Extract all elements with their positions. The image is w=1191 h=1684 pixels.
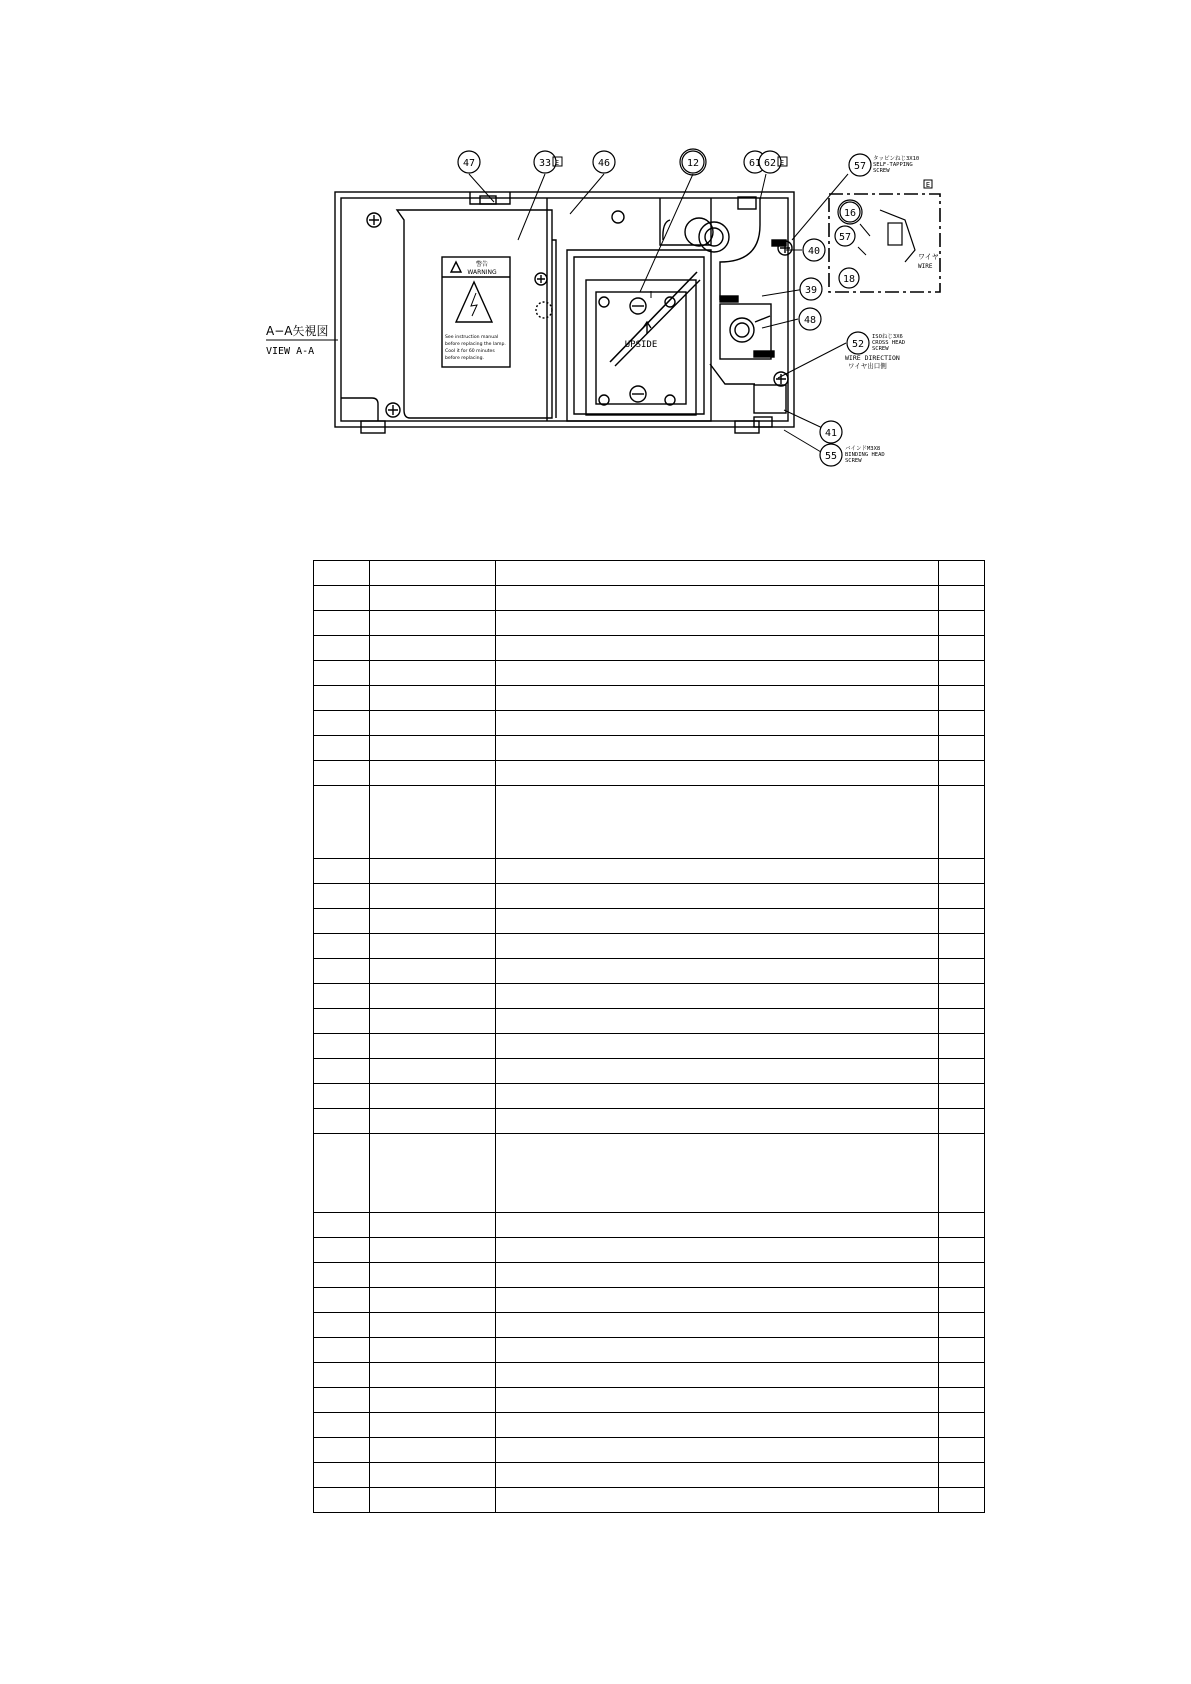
table-row bbox=[314, 711, 985, 736]
table-cell bbox=[314, 1288, 370, 1313]
table-cell bbox=[314, 1109, 370, 1134]
callout-52: 52 bbox=[851, 339, 865, 350]
wire-label-en: WIRE bbox=[918, 263, 933, 270]
detail-callout-18: 18 bbox=[842, 274, 856, 285]
note-57-line2: SELF-TAPPING bbox=[873, 162, 913, 168]
table-cell bbox=[314, 1263, 370, 1288]
table-cell bbox=[938, 909, 984, 934]
table-cell bbox=[938, 1463, 984, 1488]
table-cell bbox=[496, 1084, 939, 1109]
table-cell bbox=[314, 1238, 370, 1263]
table-cell bbox=[496, 586, 939, 611]
table-cell bbox=[496, 636, 939, 661]
lamp-housing bbox=[567, 250, 711, 421]
table-cell bbox=[938, 1084, 984, 1109]
table-row bbox=[314, 1438, 985, 1463]
table-cell bbox=[314, 909, 370, 934]
table-row bbox=[314, 1313, 985, 1338]
table-cell bbox=[314, 1059, 370, 1084]
table-row bbox=[314, 1109, 985, 1134]
detail-callout-16: 16 bbox=[843, 208, 857, 219]
table-cell bbox=[370, 1109, 496, 1134]
table-cell bbox=[370, 1084, 496, 1109]
table-cell bbox=[496, 736, 939, 761]
warning-line-3: Cool it for 60 minutes bbox=[445, 349, 495, 354]
table-cell bbox=[314, 711, 370, 736]
table-cell bbox=[938, 636, 984, 661]
table-cell bbox=[496, 761, 939, 786]
table-cell bbox=[370, 736, 496, 761]
table-cell bbox=[938, 1109, 984, 1134]
table-row bbox=[314, 984, 985, 1009]
table-cell bbox=[496, 1263, 939, 1288]
table-cell bbox=[938, 611, 984, 636]
table-cell bbox=[496, 1238, 939, 1263]
callout-47: 47 bbox=[462, 158, 476, 169]
table-cell bbox=[314, 1488, 370, 1513]
table-cell bbox=[314, 1463, 370, 1488]
table-cell bbox=[938, 661, 984, 686]
table-cell bbox=[314, 934, 370, 959]
table-cell bbox=[496, 711, 939, 736]
table-cell bbox=[370, 1009, 496, 1034]
table-row bbox=[314, 884, 985, 909]
note-52-line1: ISOねじ3X6 bbox=[872, 334, 903, 340]
table-cell bbox=[938, 1338, 984, 1363]
table-cell bbox=[496, 959, 939, 984]
table-row bbox=[314, 1488, 985, 1513]
table-cell bbox=[938, 786, 984, 859]
technical-drawing bbox=[0, 0, 1191, 530]
table-cell bbox=[496, 786, 939, 859]
table-row bbox=[314, 636, 985, 661]
table-row bbox=[314, 686, 985, 711]
table-cell bbox=[938, 561, 984, 586]
table-row bbox=[314, 1134, 985, 1213]
table-cell bbox=[314, 1338, 370, 1363]
table-cell bbox=[496, 909, 939, 934]
table-cell bbox=[496, 1413, 939, 1438]
table-cell bbox=[370, 1134, 496, 1213]
table-cell bbox=[938, 1263, 984, 1288]
table-cell bbox=[938, 736, 984, 761]
note-55-line2: BINDING HEAD bbox=[845, 452, 885, 458]
table-cell bbox=[314, 1388, 370, 1413]
table-cell bbox=[938, 711, 984, 736]
table-row bbox=[314, 586, 985, 611]
table-row bbox=[314, 959, 985, 984]
table-cell bbox=[938, 1213, 984, 1238]
table-cell bbox=[496, 1313, 939, 1338]
callout-61: 61 bbox=[748, 158, 762, 169]
callout-48: 48 bbox=[803, 315, 817, 326]
wire-label-jp: ワイヤ bbox=[918, 253, 939, 261]
parts-table-body bbox=[314, 561, 985, 1513]
table-row bbox=[314, 1413, 985, 1438]
table-cell bbox=[938, 859, 984, 884]
callout-40: 40 bbox=[807, 246, 821, 257]
detail-tag: E bbox=[925, 181, 931, 189]
table-cell bbox=[938, 1363, 984, 1388]
table-cell bbox=[370, 1463, 496, 1488]
table-cell bbox=[370, 1438, 496, 1463]
view-label-en: VIEW A-A bbox=[266, 346, 315, 357]
screw-marks bbox=[367, 211, 792, 417]
table-cell bbox=[370, 1413, 496, 1438]
table-cell bbox=[496, 1338, 939, 1363]
table-cell bbox=[496, 1288, 939, 1313]
table-row bbox=[314, 786, 985, 859]
table-cell bbox=[938, 686, 984, 711]
table-row bbox=[314, 1338, 985, 1363]
table-cell bbox=[370, 686, 496, 711]
table-row bbox=[314, 1463, 985, 1488]
table-cell bbox=[314, 661, 370, 686]
table-cell bbox=[496, 561, 939, 586]
table-cell bbox=[370, 934, 496, 959]
table-cell bbox=[496, 1034, 939, 1059]
warning-line-4: before replacing. bbox=[445, 356, 484, 361]
table-row bbox=[314, 761, 985, 786]
note-57-line3: SCREW bbox=[873, 168, 890, 174]
table-cell bbox=[496, 1363, 939, 1388]
note-52-line3: SCREW bbox=[872, 346, 889, 352]
warning-jp: 警告 bbox=[475, 261, 489, 268]
table-cell bbox=[496, 1059, 939, 1084]
table-cell bbox=[314, 586, 370, 611]
table-row bbox=[314, 561, 985, 586]
table-row bbox=[314, 859, 985, 884]
table-cell bbox=[370, 636, 496, 661]
note-55-line3: SCREW bbox=[845, 458, 862, 464]
tag-33: E bbox=[554, 159, 560, 167]
table-row bbox=[314, 1238, 985, 1263]
table-cell bbox=[370, 959, 496, 984]
callout-55: 55 bbox=[824, 451, 838, 462]
table-cell bbox=[370, 1034, 496, 1059]
table-cell bbox=[314, 1134, 370, 1213]
table-cell bbox=[314, 636, 370, 661]
table-cell bbox=[496, 934, 939, 959]
table-cell bbox=[496, 984, 939, 1009]
table-cell bbox=[370, 1338, 496, 1363]
table-cell bbox=[496, 686, 939, 711]
table-cell bbox=[314, 686, 370, 711]
table-cell bbox=[370, 586, 496, 611]
table-cell bbox=[496, 1388, 939, 1413]
table-cell bbox=[496, 1213, 939, 1238]
table-cell bbox=[496, 1463, 939, 1488]
table-row bbox=[314, 736, 985, 761]
table-cell bbox=[496, 1109, 939, 1134]
table-cell bbox=[314, 959, 370, 984]
table-row bbox=[314, 1213, 985, 1238]
table-cell bbox=[370, 1213, 496, 1238]
warning-en: WARNING bbox=[467, 269, 497, 276]
table-cell bbox=[370, 1263, 496, 1288]
table-cell bbox=[370, 884, 496, 909]
table-row bbox=[314, 1388, 985, 1413]
note-57-line1: タッピンねじ3X10 bbox=[873, 156, 920, 162]
table-row bbox=[314, 1009, 985, 1034]
table-cell bbox=[938, 959, 984, 984]
warning-line-1: See instruction manual bbox=[445, 335, 499, 340]
table-cell bbox=[314, 1438, 370, 1463]
table-cell bbox=[938, 934, 984, 959]
table-cell bbox=[370, 711, 496, 736]
table-cell bbox=[938, 1009, 984, 1034]
table-cell bbox=[314, 859, 370, 884]
upside-label: UPSIDE bbox=[624, 340, 658, 350]
table-cell bbox=[938, 1488, 984, 1513]
parts-table bbox=[313, 560, 985, 1513]
note-wire-en: WIRE DIRECTION bbox=[845, 354, 900, 362]
table-cell bbox=[370, 1488, 496, 1513]
callout-41: 41 bbox=[824, 428, 838, 439]
table-cell bbox=[496, 661, 939, 686]
lamp-cover bbox=[397, 210, 552, 418]
table-cell bbox=[314, 561, 370, 586]
table-cell bbox=[496, 1438, 939, 1463]
table-cell bbox=[314, 1413, 370, 1438]
note-wire-jp: ワイヤ出口側 bbox=[848, 362, 887, 370]
table-cell bbox=[370, 1238, 496, 1263]
table-cell bbox=[938, 1134, 984, 1213]
callout-12: 12 bbox=[686, 158, 700, 169]
callout-46: 46 bbox=[597, 158, 611, 169]
table-cell bbox=[314, 611, 370, 636]
table-cell bbox=[938, 1388, 984, 1413]
table-row bbox=[314, 934, 985, 959]
table-cell bbox=[938, 1059, 984, 1084]
table-row bbox=[314, 1288, 985, 1313]
table-cell bbox=[938, 1313, 984, 1338]
table-cell bbox=[370, 786, 496, 859]
table-cell bbox=[314, 1313, 370, 1338]
table-cell bbox=[496, 1134, 939, 1213]
table-cell bbox=[370, 1313, 496, 1338]
table-cell bbox=[370, 1288, 496, 1313]
note-55-line1: バインドM3X8 bbox=[845, 446, 881, 452]
table-cell bbox=[496, 1488, 939, 1513]
table-cell bbox=[938, 984, 984, 1009]
table-cell bbox=[314, 761, 370, 786]
table-cell bbox=[314, 1363, 370, 1388]
table-cell bbox=[314, 884, 370, 909]
table-cell bbox=[370, 859, 496, 884]
callout-62: 62 bbox=[763, 158, 777, 169]
table-cell bbox=[938, 1034, 984, 1059]
table-cell bbox=[370, 909, 496, 934]
table-cell bbox=[938, 884, 984, 909]
table-cell bbox=[938, 1438, 984, 1463]
table-cell bbox=[496, 859, 939, 884]
table-cell bbox=[370, 661, 496, 686]
table-row bbox=[314, 661, 985, 686]
callout-57: 57 bbox=[853, 161, 867, 172]
note-52-line2: CROSS HEAD bbox=[872, 340, 906, 346]
table-cell bbox=[314, 984, 370, 1009]
callout-39: 39 bbox=[804, 285, 818, 296]
table-cell bbox=[314, 1009, 370, 1034]
table-row bbox=[314, 1263, 985, 1288]
table-cell bbox=[314, 1084, 370, 1109]
table-cell bbox=[938, 1413, 984, 1438]
table-row bbox=[314, 1059, 985, 1084]
table-cell bbox=[314, 736, 370, 761]
table-cell bbox=[938, 1288, 984, 1313]
view-label-jp: A−A矢視図 bbox=[266, 324, 329, 338]
table-cell bbox=[314, 786, 370, 859]
table-cell bbox=[370, 611, 496, 636]
table-cell bbox=[314, 1034, 370, 1059]
table-cell bbox=[314, 1213, 370, 1238]
table-cell bbox=[370, 984, 496, 1009]
table-cell bbox=[370, 1388, 496, 1413]
table-cell bbox=[370, 1059, 496, 1084]
detail-callout-57: 57 bbox=[838, 232, 852, 243]
tag-62: E bbox=[779, 159, 785, 167]
warning-line-2: before replacing the lamp. bbox=[445, 342, 506, 347]
table-cell bbox=[370, 561, 496, 586]
table-cell bbox=[496, 611, 939, 636]
table-cell bbox=[496, 1009, 939, 1034]
table-row bbox=[314, 1084, 985, 1109]
table-cell bbox=[938, 1238, 984, 1263]
table-row bbox=[314, 1363, 985, 1388]
table-cell bbox=[370, 1363, 496, 1388]
table-cell bbox=[938, 761, 984, 786]
table-cell bbox=[370, 761, 496, 786]
table-row bbox=[314, 611, 985, 636]
table-row bbox=[314, 909, 985, 934]
table-row bbox=[314, 1034, 985, 1059]
table-cell bbox=[496, 884, 939, 909]
callout-33: 33 bbox=[538, 158, 552, 169]
table-cell bbox=[938, 586, 984, 611]
